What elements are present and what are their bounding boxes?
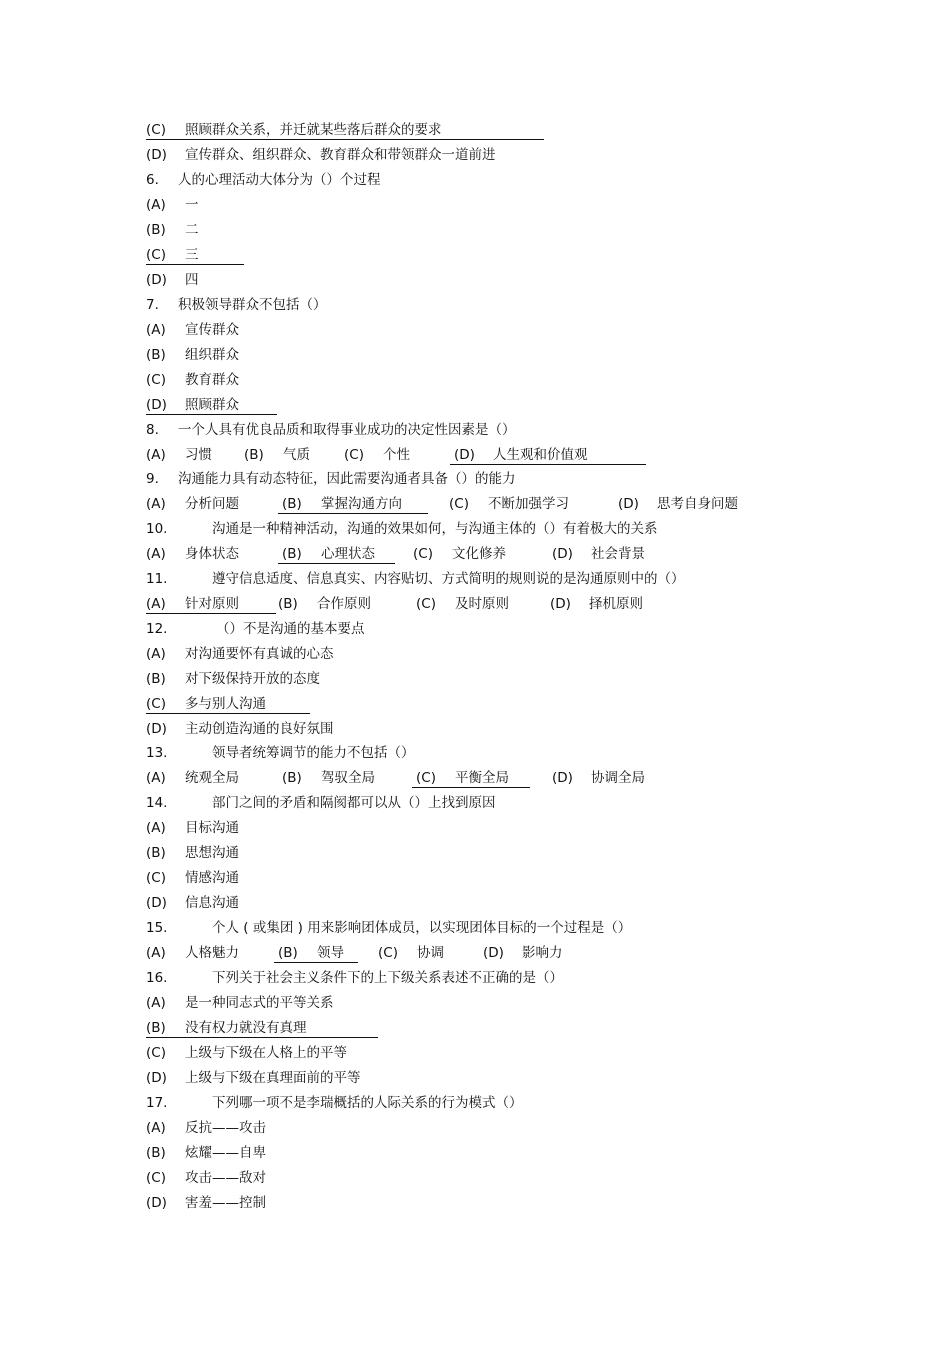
option-label: (A) [146,945,166,961]
option-label: (A) [146,770,166,786]
option-text: 宣传群众 [185,322,239,338]
option-text: 协调全局 [591,770,645,786]
option-text: 多与别人沟通 [185,696,266,712]
question-text: 沟通能力具有动态特征，因此需要沟通者具备（）的能力 [178,471,516,487]
option-text: 攻击——敌对 [185,1170,266,1186]
question-number: 8. [146,422,159,438]
option-label: (A) [146,646,166,662]
option-label: (C) [416,770,436,786]
option-label: (B) [146,222,166,238]
option-text: 一 [185,197,199,213]
option-label: (C) [416,596,436,612]
question-number: 16. [146,970,168,986]
answer-underline [146,713,310,714]
option-label: (D) [552,770,573,786]
option-label: (D) [146,1070,167,1086]
option-label: (D) [146,895,167,911]
option-label: (C) [449,496,469,512]
answer-underline [146,264,244,265]
option-label: (C) [146,372,166,388]
option-label: (B) [146,1145,166,1161]
question-text: 一个人具有优良品质和取得事业成功的决定性因素是（） [178,422,516,438]
option-text: 目标沟通 [185,820,239,836]
option-text: 照顾群众关系，并迁就某些落后群众的要求 [185,122,442,138]
answer-underline [146,1037,378,1038]
option-label: (D) [146,397,167,413]
question-number: 6. [146,172,159,188]
option-label: (C) [146,247,166,263]
question-number: 13. [146,745,168,761]
question-number: 12. [146,621,168,637]
question-number: 14. [146,795,168,811]
option-text: 驾驭全局 [321,770,375,786]
option-text: 领导 [317,945,344,961]
option-text: 照顾群众 [185,397,239,413]
option-label: (B) [282,496,302,512]
option-text: 针对原则 [185,596,239,612]
question-number: 11. [146,571,168,587]
answer-underline [278,563,395,564]
option-label: (D) [552,546,573,562]
option-text: 协调 [417,945,444,961]
option-text: 炫耀——自卑 [185,1145,266,1161]
option-label: (C) [344,447,364,463]
answer-underline [278,513,428,514]
option-label: (A) [146,322,166,338]
option-text: 平衡全局 [455,770,509,786]
option-text: 上级与下级在人格上的平等 [185,1045,347,1061]
option-text: 宣传群众、组织群众、教育群众和带领群众一道前进 [185,147,496,163]
option-label: (A) [146,995,166,1011]
option-text: 对沟通要怀有真诚的心态 [185,646,334,662]
option-text: 心理状态 [321,546,375,562]
option-label: (C) [146,122,166,138]
question-text: 积极领导群众不包括（） [178,297,327,313]
answer-underline [412,787,530,788]
option-label: (A) [146,820,166,836]
option-text: 身体状态 [185,546,239,562]
question-text: 沟通是一种精神活动，沟通的效果如何，与沟通主体的（）有着极大的关系 [212,521,658,537]
question-text: 遵守信息适度、信息真实、内容贴切、方式简明的规则说的是沟通原则中的（） [212,571,685,587]
option-text: 思考自身问题 [657,496,738,512]
option-text: 情感沟通 [185,870,239,886]
option-text: 信息沟通 [185,895,239,911]
option-text: 择机原则 [589,596,643,612]
question-number: 15. [146,920,168,936]
question-number: 7. [146,297,159,313]
option-label: (B) [146,671,166,687]
question-number: 10. [146,521,168,537]
option-text: 三 [185,247,199,263]
option-text: 习惯 [185,447,212,463]
option-text: 分析问题 [185,496,239,512]
option-text: 合作原则 [317,596,371,612]
option-label: (B) [244,447,264,463]
option-text: 统观全局 [185,770,239,786]
option-label: (D) [618,496,639,512]
answer-underline [146,139,544,140]
option-text: 不断加强学习 [488,496,569,512]
option-text: 及时原则 [455,596,509,612]
option-text: 害羞——控制 [185,1195,266,1211]
option-label: (C) [146,870,166,886]
option-label: (B) [282,546,302,562]
option-label: (D) [146,1195,167,1211]
option-label: (A) [146,197,166,213]
option-text: 影响力 [522,945,563,961]
option-text: 上级与下级在真理面前的平等 [185,1070,361,1086]
option-label: (D) [454,447,475,463]
option-text: 文化修养 [452,546,506,562]
option-text: 反抗——攻击 [185,1120,266,1136]
option-label: (D) [146,147,167,163]
option-text: 是一种同志式的平等关系 [185,995,334,1011]
option-text: 四 [185,272,199,288]
question-text: 下列哪一项不是李瑞概括的人际关系的行为模式（） [212,1095,523,1111]
option-text: 掌握沟通方向 [321,496,402,512]
option-label: (D) [550,596,571,612]
answer-underline [450,464,646,465]
option-text: 教育群众 [185,372,239,388]
option-label: (B) [146,845,166,861]
question-text: （）不是沟通的基本要点 [216,621,365,637]
option-label: (B) [146,347,166,363]
option-text: 对下级保持开放的态度 [185,671,320,687]
option-label: (C) [378,945,398,961]
option-label: (B) [278,945,298,961]
option-label: (B) [278,596,298,612]
question-text: 领导者统筹调节的能力不包括（） [212,745,415,761]
option-text: 社会背景 [591,546,645,562]
option-text: 二 [185,222,199,238]
option-label: (A) [146,447,166,463]
answer-underline [146,613,276,614]
option-text: 人格魅力 [185,945,239,961]
option-text: 个性 [383,447,410,463]
option-label: (C) [146,1170,166,1186]
option-label: (A) [146,596,166,612]
option-label: (C) [146,1045,166,1061]
option-label: (A) [146,1120,166,1136]
question-text: 个人 ( 或集团 ) 用来影响团体成员，以实现团体目标的一个过程是（） [212,920,632,936]
option-text: 思想沟通 [185,845,239,861]
question-text: 部门之间的矛盾和隔阂都可以从（）上找到原因 [212,795,496,811]
option-label: (B) [146,1020,166,1036]
option-label: (D) [146,272,167,288]
answer-underline [274,962,358,963]
option-text: 组织群众 [185,347,239,363]
question-number: 9. [146,471,159,487]
question-number: 17. [146,1095,168,1111]
option-label: (A) [146,546,166,562]
answer-underline [146,414,277,415]
option-text: 没有权力就没有真理 [185,1020,307,1036]
option-label: (C) [146,696,166,712]
option-text: 人生观和价值观 [493,447,588,463]
option-label: (B) [282,770,302,786]
option-label: (A) [146,496,166,512]
option-label: (C) [413,546,433,562]
option-text: 主动创造沟通的良好氛围 [185,721,334,737]
option-text: 气质 [283,447,310,463]
option-label: (D) [483,945,504,961]
question-text: 下列关于社会主义条件下的上下级关系表述不正确的是（） [212,970,563,986]
option-label: (D) [146,721,167,737]
question-text: 人的心理活动大体分为（）个过程 [178,172,381,188]
